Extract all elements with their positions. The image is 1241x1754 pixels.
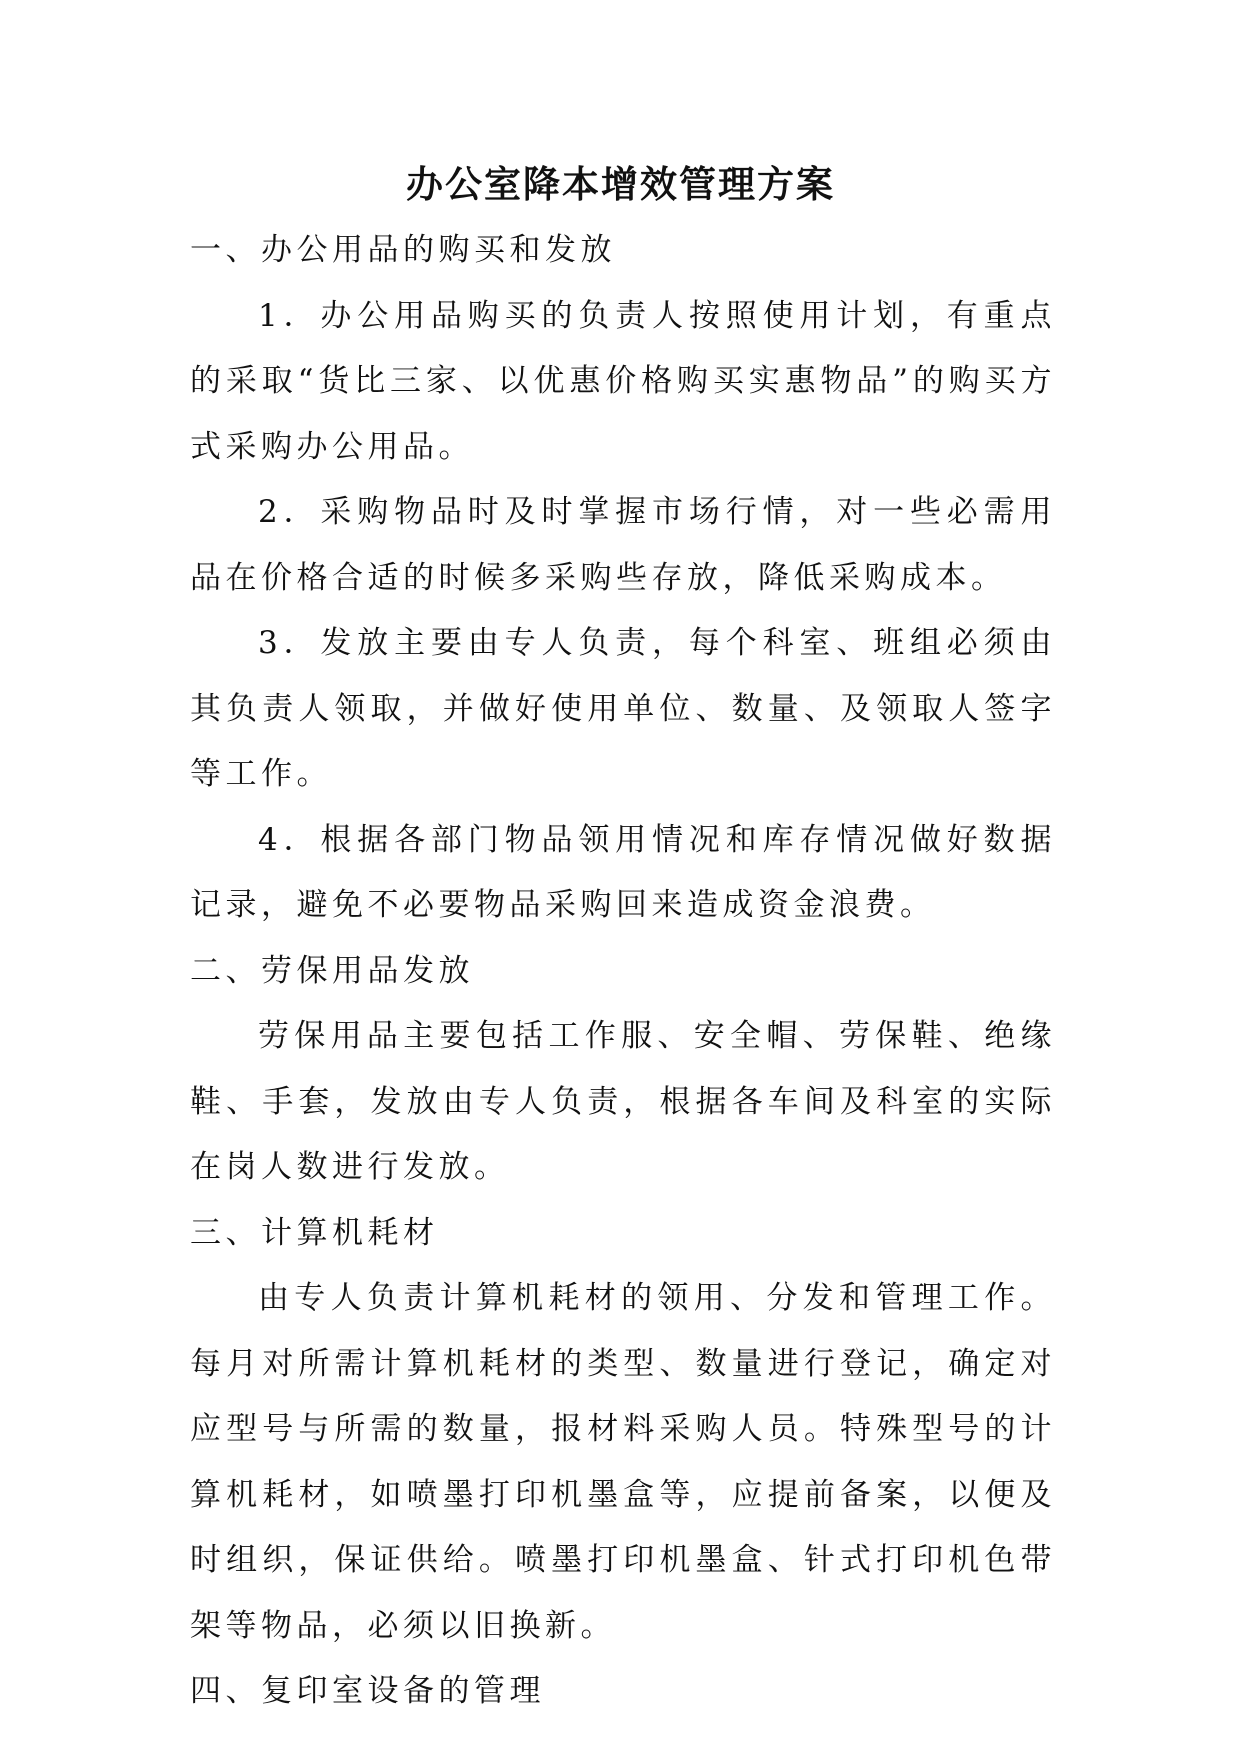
paragraph-3-1: 由专人负责计算机耗材的领用、分发和管理工作。每月对所需计算机耗材的类型、数量进行登记，确定对应型号与所需的数量，报材料采购人员。特殊型号的计算机耗材，如喷墨打印机墨盒等，应提前备案，以便及时组织，保证供给。喷墨打印机墨盒、针式打印机色带架等物品，必须以旧换新。 — [190, 1280, 1056, 1644]
document-body — [190, 218, 1056, 1725]
section-heading-2: 二、劳保用品发放 — [190, 952, 474, 989]
section-heading-3: 三、计算机耗材 — [190, 1214, 439, 1251]
paragraph-1-3: 3．发放主要由专人负责，每个科室、班组必须由其负责人领取，并做好使用单位、数量、及领取人签字等工作。 — [190, 625, 1056, 792]
paragraph-1-4: 4．根据各部门物品领用情况和库存情况做好数据记录，避免不必要物品采购回来造成资金浪费。 — [190, 821, 1056, 923]
section-heading-4: 四、复印室设备的管理 — [190, 1673, 545, 1709]
paragraph-1-2: 2．采购物品时及时掌握市场行情，对一些必需用品在价格合适的时候多采购些存放，降低采购成本。 — [190, 494, 1056, 596]
paragraph-2-1: 劳保用品主要包括工作服、安全帽、劳保鞋、绝缘鞋、手套，发放由专人负责，根据各车间及科室的实际在岗人数进行发放。 — [190, 1018, 1056, 1185]
paragraph-1-1: 1．办公用品购买的负责人按照使用计划，有重点的采取“货比三家、以优惠价格购买实惠物品”的购买方式采购办公用品。 — [190, 297, 1056, 465]
section-heading-1: 一、办公用品的购买和发放 — [190, 232, 616, 268]
document-title: 办公室降本增效管理方案 — [406, 162, 835, 206]
